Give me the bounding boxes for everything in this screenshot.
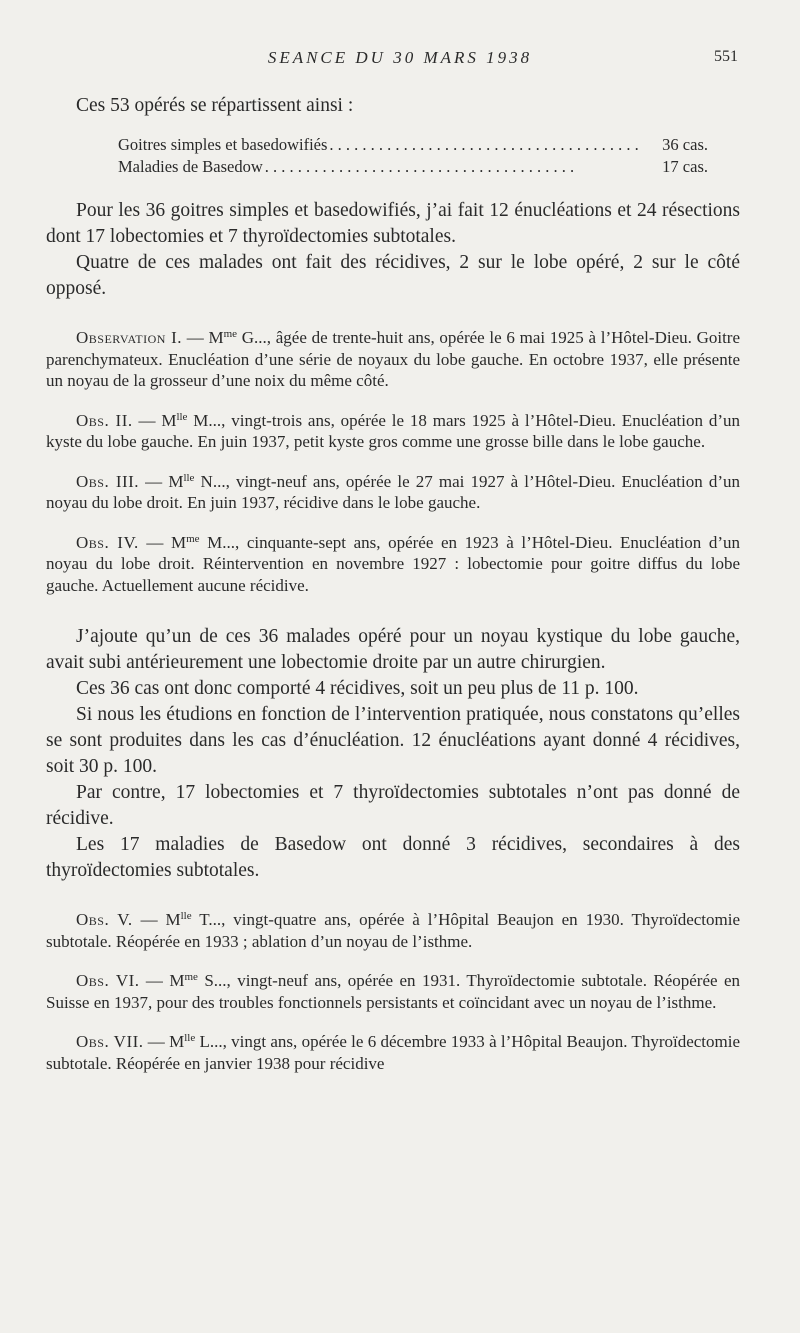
observation-title-sup: me bbox=[184, 971, 198, 983]
observation-title-sup: me bbox=[186, 532, 200, 545]
observation-title: M bbox=[165, 910, 181, 929]
observation-title: M bbox=[161, 410, 177, 430]
observation-paragraph: Obs. III. — $M^{lle}$ N..., vingt-neuf ans, opérée le 27 mai 1927 à l’Hôtel-Dieu. Enucléation d’un noyau du lobe droit. En juin 1937, récidive dans le lobe gauche. bbox=[46, 471, 740, 512]
case-breakdown-table bbox=[118, 134, 708, 178]
body-paragraph: J’ajoute qu’un de ces 36 malades opéré pour un noyau kystique du lobe gauche, avait subi antérieurement une lobectomie droite par un autre chirurgien. bbox=[46, 626, 740, 673]
observation-label: Obs. III. bbox=[76, 471, 140, 491]
leader-dots bbox=[329, 134, 654, 156]
row-count: 36 cas. bbox=[662, 135, 708, 154]
table-row bbox=[118, 156, 708, 178]
observation-label: Obs. V. bbox=[76, 910, 133, 929]
observation-title-sup: lle bbox=[184, 1032, 196, 1044]
body-paragraph: Pour les 36 goitres simples et basedowifiés, j’ai fait 12 énucléations et 24 résections dont 17 lobectomies et 7 thyroïdectomies subtotales. bbox=[46, 200, 740, 247]
observation-paragraph: Obs. IV. — $M^{me}$ M..., cinquante-sept ans, opérée en 1923 à l’Hôtel-Dieu. Enucléation d’un noyau du lobe droit. Réintervention en novembre 1927 : lobectomie pour goitre diffus du lobe gauche. Actuellement aucune récidive. bbox=[46, 532, 740, 595]
table-row bbox=[118, 134, 708, 156]
observation-text: G..., âgée de trente-huit ans, opérée le 6 mai 1925 à l’Hôtel-Dieu. Goitre parenchymateux. Enucléation d’une série de noyaux du lobe gauche. En octobre 1937, elle présente un noyau de la grosseur d’une noix du même côté. bbox=[46, 328, 740, 390]
observation-paragraph: Observation I. — $M^{me}$ G..., âgée de trente-huit ans, opérée le 6 mai 1925 à l’Hôtel-Dieu. Goitre parenchymateux. Enucléation d’une série de noyaux du lobe gauche. En octobre 1937, elle présente un noyau de la grosseur d’une noix du même côté. bbox=[46, 328, 740, 390]
page-header bbox=[0, 48, 800, 72]
observation-title: M bbox=[170, 532, 187, 552]
leader-dots bbox=[265, 156, 654, 178]
body-paragraph: Ces 36 cas ont donc comporté 4 récidives, soit un peu plus de 11 p. 100. bbox=[76, 678, 639, 699]
observation-label: Obs. VI. bbox=[76, 971, 140, 990]
observation-title-sup: lle bbox=[176, 410, 188, 423]
row-count: 17 cas. bbox=[662, 157, 708, 176]
observation-title: M bbox=[169, 971, 185, 990]
body-paragraph: Quatre de ces malades ont fait des récidives, 2 sur le lobe opéré, 2 sur le côté opposé. bbox=[46, 252, 740, 299]
body-paragraph: Les 17 maladies de Basedow ont donné 3 récidives, secondaires à des thyroïdectomies subtotales. bbox=[46, 834, 740, 881]
row-label: Goitres simples et basedowifiés bbox=[118, 135, 328, 154]
observation-paragraph: Obs. V. — $M^{lle}$ T..., vingt-quatre ans, opérée à l’Hôpital Beaujon en 1930. Thyroïdectomie subtotale. Réopérée en 1933 ; ablation d’un noyau de l’isthme. bbox=[46, 910, 741, 951]
observation-text: M..., vingt-trois ans, opérée le 18 mars 1925 à l’Hôtel-Dieu. Enucléation d’un kyste du lobe gauche. En juin 1937, petit kyste gros comme une grosse bille dans le lobe gauche. bbox=[46, 410, 740, 451]
observation-title-sup: lle bbox=[183, 471, 195, 484]
body-paragraph: Par contre, 17 lobectomies et 7 thyroïdectomies subtotales n’ont pas donné de récidive. bbox=[46, 782, 740, 829]
row-label: Maladies de Basedow bbox=[118, 157, 263, 176]
observation-label: Obs. VII. bbox=[76, 1032, 144, 1051]
observation-text: N..., vingt-neuf ans, opérée le 27 mai 1927 à l’Hôtel-Dieu. Enucléation d’un noyau du lobe droit. En juin 1937, récidive dans le lobe gauche. bbox=[46, 471, 740, 512]
intro-paragraph: Ces 53 opérés se répartissent ainsi : bbox=[76, 95, 354, 116]
observation-title: M bbox=[208, 328, 224, 347]
page-number: 551 bbox=[714, 48, 738, 65]
observation-text: S..., vingt-neuf ans, opérée en 1931. Thyroïdectomie subtotale. Réopérée en Suisse en 1937, pour des troubles fonctionnels persistants et coïncidant avec un noyau de l’isthme. bbox=[46, 971, 741, 1012]
observation-title-sup: me bbox=[223, 328, 238, 340]
observation-label: Obs. IV. bbox=[76, 532, 139, 552]
running-title: SEANCE DU 30 MARS 1938 bbox=[267, 48, 533, 67]
observation-paragraph: Obs. II. — $M^{lle}$ M..., vingt-trois ans, opérée le 18 mars 1925 à l’Hôtel-Dieu. Enucléation d’un kyste du lobe gauche. En juin 1937, petit kyste gros comme une grosse bille dans le lobe gauche. bbox=[46, 410, 740, 451]
observation-title: M bbox=[168, 471, 184, 491]
observation-text: M..., cinquante-sept ans, opérée en 1923 à l’Hôtel-Dieu. Enucléation d’un noyau du lobe droit. Réintervention en novembre 1927 : lobectomie pour goitre diffus du lobe gauche. Actuellement aucune récidive. bbox=[46, 532, 740, 595]
observation-title-sup: lle bbox=[180, 910, 192, 922]
observation-paragraph: Obs. VI. — $M^{me}$ S..., vingt-neuf ans, opérée en 1931. Thyroïdectomie subtotale. Réopérée en Suisse en 1937, pour des troubles fonctionnels persistants et coïncidant avec un noyau de l’isthme. bbox=[46, 971, 741, 1012]
observation-text: T..., vingt-quatre ans, opérée à l’Hôpital Beaujon en 1930. Thyroïdectomie subtotale. Réopérée en 1933 ; ablation d’un noyau de l’isthme. bbox=[46, 910, 741, 951]
observation-label: Observation I. bbox=[76, 328, 183, 347]
observation-paragraph: Obs. VII. — $M^{lle}$ L..., vingt ans, opérée le 6 décembre 1933 à l’Hôpital Beaujon. Thyroïdectomie subtotale. Réopérée en janvier 1938 pour récidive bbox=[46, 1032, 741, 1073]
observation-title: M bbox=[169, 1032, 185, 1051]
body-paragraph: Si nous les étudions en fonction de l’intervention pratiquée, nous constatons qu’elles se sont produites dans les cas d’énucléation. 12 énucléations ayant donné 4 récidives, soit 30 p. 100. bbox=[46, 704, 740, 777]
page-body bbox=[46, 88, 740, 1074]
observation-label: Obs. II. bbox=[76, 410, 133, 430]
observation-text: L..., vingt ans, opérée le 6 décembre 1933 à l’Hôpital Beaujon. Thyroïdectomie subtotale. Réopérée en janvier 1938 pour récidive bbox=[46, 1032, 741, 1073]
